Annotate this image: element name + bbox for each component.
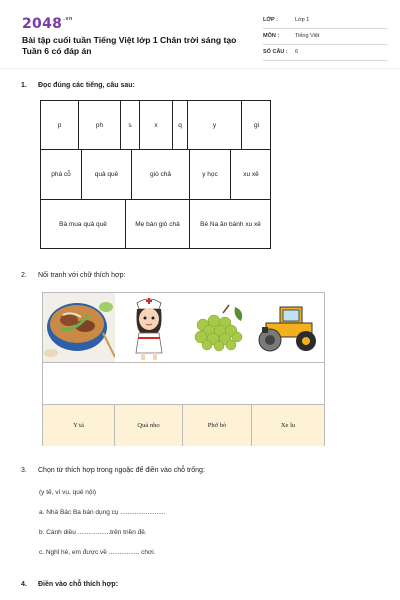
question-3-number: 3. bbox=[21, 467, 27, 474]
header-divider bbox=[0, 68, 400, 69]
meta-row-question-count bbox=[263, 46, 388, 61]
reading-cell: q bbox=[173, 101, 188, 150]
reading-cell: y bbox=[188, 101, 242, 150]
label-pho[interactable]: Phở bò bbox=[183, 404, 252, 446]
fill-line-c: c. Nghỉ hè, em được về ................. chơi. bbox=[39, 549, 156, 556]
reading-cell: Mẹ bán giò chả bbox=[126, 200, 190, 248]
label-nurse[interactable]: Y tá bbox=[43, 404, 115, 446]
label-road-roller[interactable]: Xe lu bbox=[252, 404, 324, 446]
meta-value-subject: Tiếng Việt bbox=[295, 33, 320, 39]
reading-cell: Bé Na ăn bánh xu xê bbox=[200, 220, 261, 228]
reading-cell: ph bbox=[79, 101, 121, 150]
question-1-text: Đọc đúng các tiếng, câu sau: bbox=[38, 82, 135, 89]
question-2-text: Nối tranh với chữ thích hợp: bbox=[38, 272, 126, 279]
reading-cell: p bbox=[41, 101, 79, 150]
worksheet-header bbox=[10, 8, 390, 68]
reading-cell: x bbox=[140, 101, 173, 150]
fill-line-b: b. Cánh diều ..................trên triền đê. bbox=[39, 529, 147, 536]
question-4-number: 4. bbox=[21, 581, 27, 588]
logo-suffix: .vn bbox=[63, 16, 73, 22]
fill-line-a: a. Nhà Bác Ba bán dụng cụ ......................... bbox=[39, 509, 166, 516]
reading-cell: y học bbox=[190, 150, 231, 200]
reading-cell: giò chả bbox=[132, 150, 190, 200]
meta-label-class: LỚP : bbox=[263, 17, 278, 23]
question-3-text: Chọn từ thích hợp trong ngoặc để điền vào chỗ trống: bbox=[38, 467, 205, 474]
question-4-text: Điền vào chỗ thích hợp: bbox=[38, 581, 119, 588]
pho-bowl-image bbox=[43, 293, 115, 362]
matching-divider bbox=[43, 362, 324, 363]
question-2-number: 2. bbox=[21, 272, 27, 279]
meta-row-class bbox=[263, 14, 388, 29]
logo-text: 2048 bbox=[22, 16, 63, 32]
site-logo[interactable] bbox=[22, 16, 73, 32]
reading-table bbox=[40, 100, 271, 249]
question-3-title bbox=[21, 467, 205, 474]
label-grapes[interactable]: Quả nho bbox=[115, 404, 183, 446]
road-roller-image bbox=[252, 293, 324, 362]
reading-cell: quả quê bbox=[82, 150, 132, 200]
word-choices: (y tế, ví vụ, quê nội) bbox=[39, 489, 97, 496]
reading-cell: gi bbox=[242, 101, 271, 150]
meta-label-subject: MÔN : bbox=[263, 33, 280, 39]
reading-cell: Bà mua quả quê bbox=[41, 200, 126, 248]
matching-table bbox=[42, 292, 325, 446]
meta-row-subject bbox=[263, 30, 388, 45]
reading-cell: phá cỗ bbox=[41, 150, 82, 200]
meta-label-question-count: SỐ CÂU : bbox=[263, 49, 288, 55]
nurse-image bbox=[115, 293, 183, 362]
reading-cell: s bbox=[121, 101, 140, 150]
question-1-number: 1. bbox=[21, 82, 27, 89]
grapes-image bbox=[183, 293, 252, 362]
question-2-title bbox=[21, 272, 125, 279]
meta-value-class: Lớp 1 bbox=[295, 17, 310, 23]
question-1-title bbox=[21, 82, 135, 89]
question-4-title bbox=[21, 581, 118, 588]
page-title: Bài tập cuối tuần Tiếng Việt lớp 1 Chân trời sáng tạo Tuần 6 có đáp án bbox=[22, 35, 237, 56]
reading-cell: xu xê bbox=[231, 150, 271, 200]
meta-value-question-count: 6 bbox=[295, 49, 299, 55]
